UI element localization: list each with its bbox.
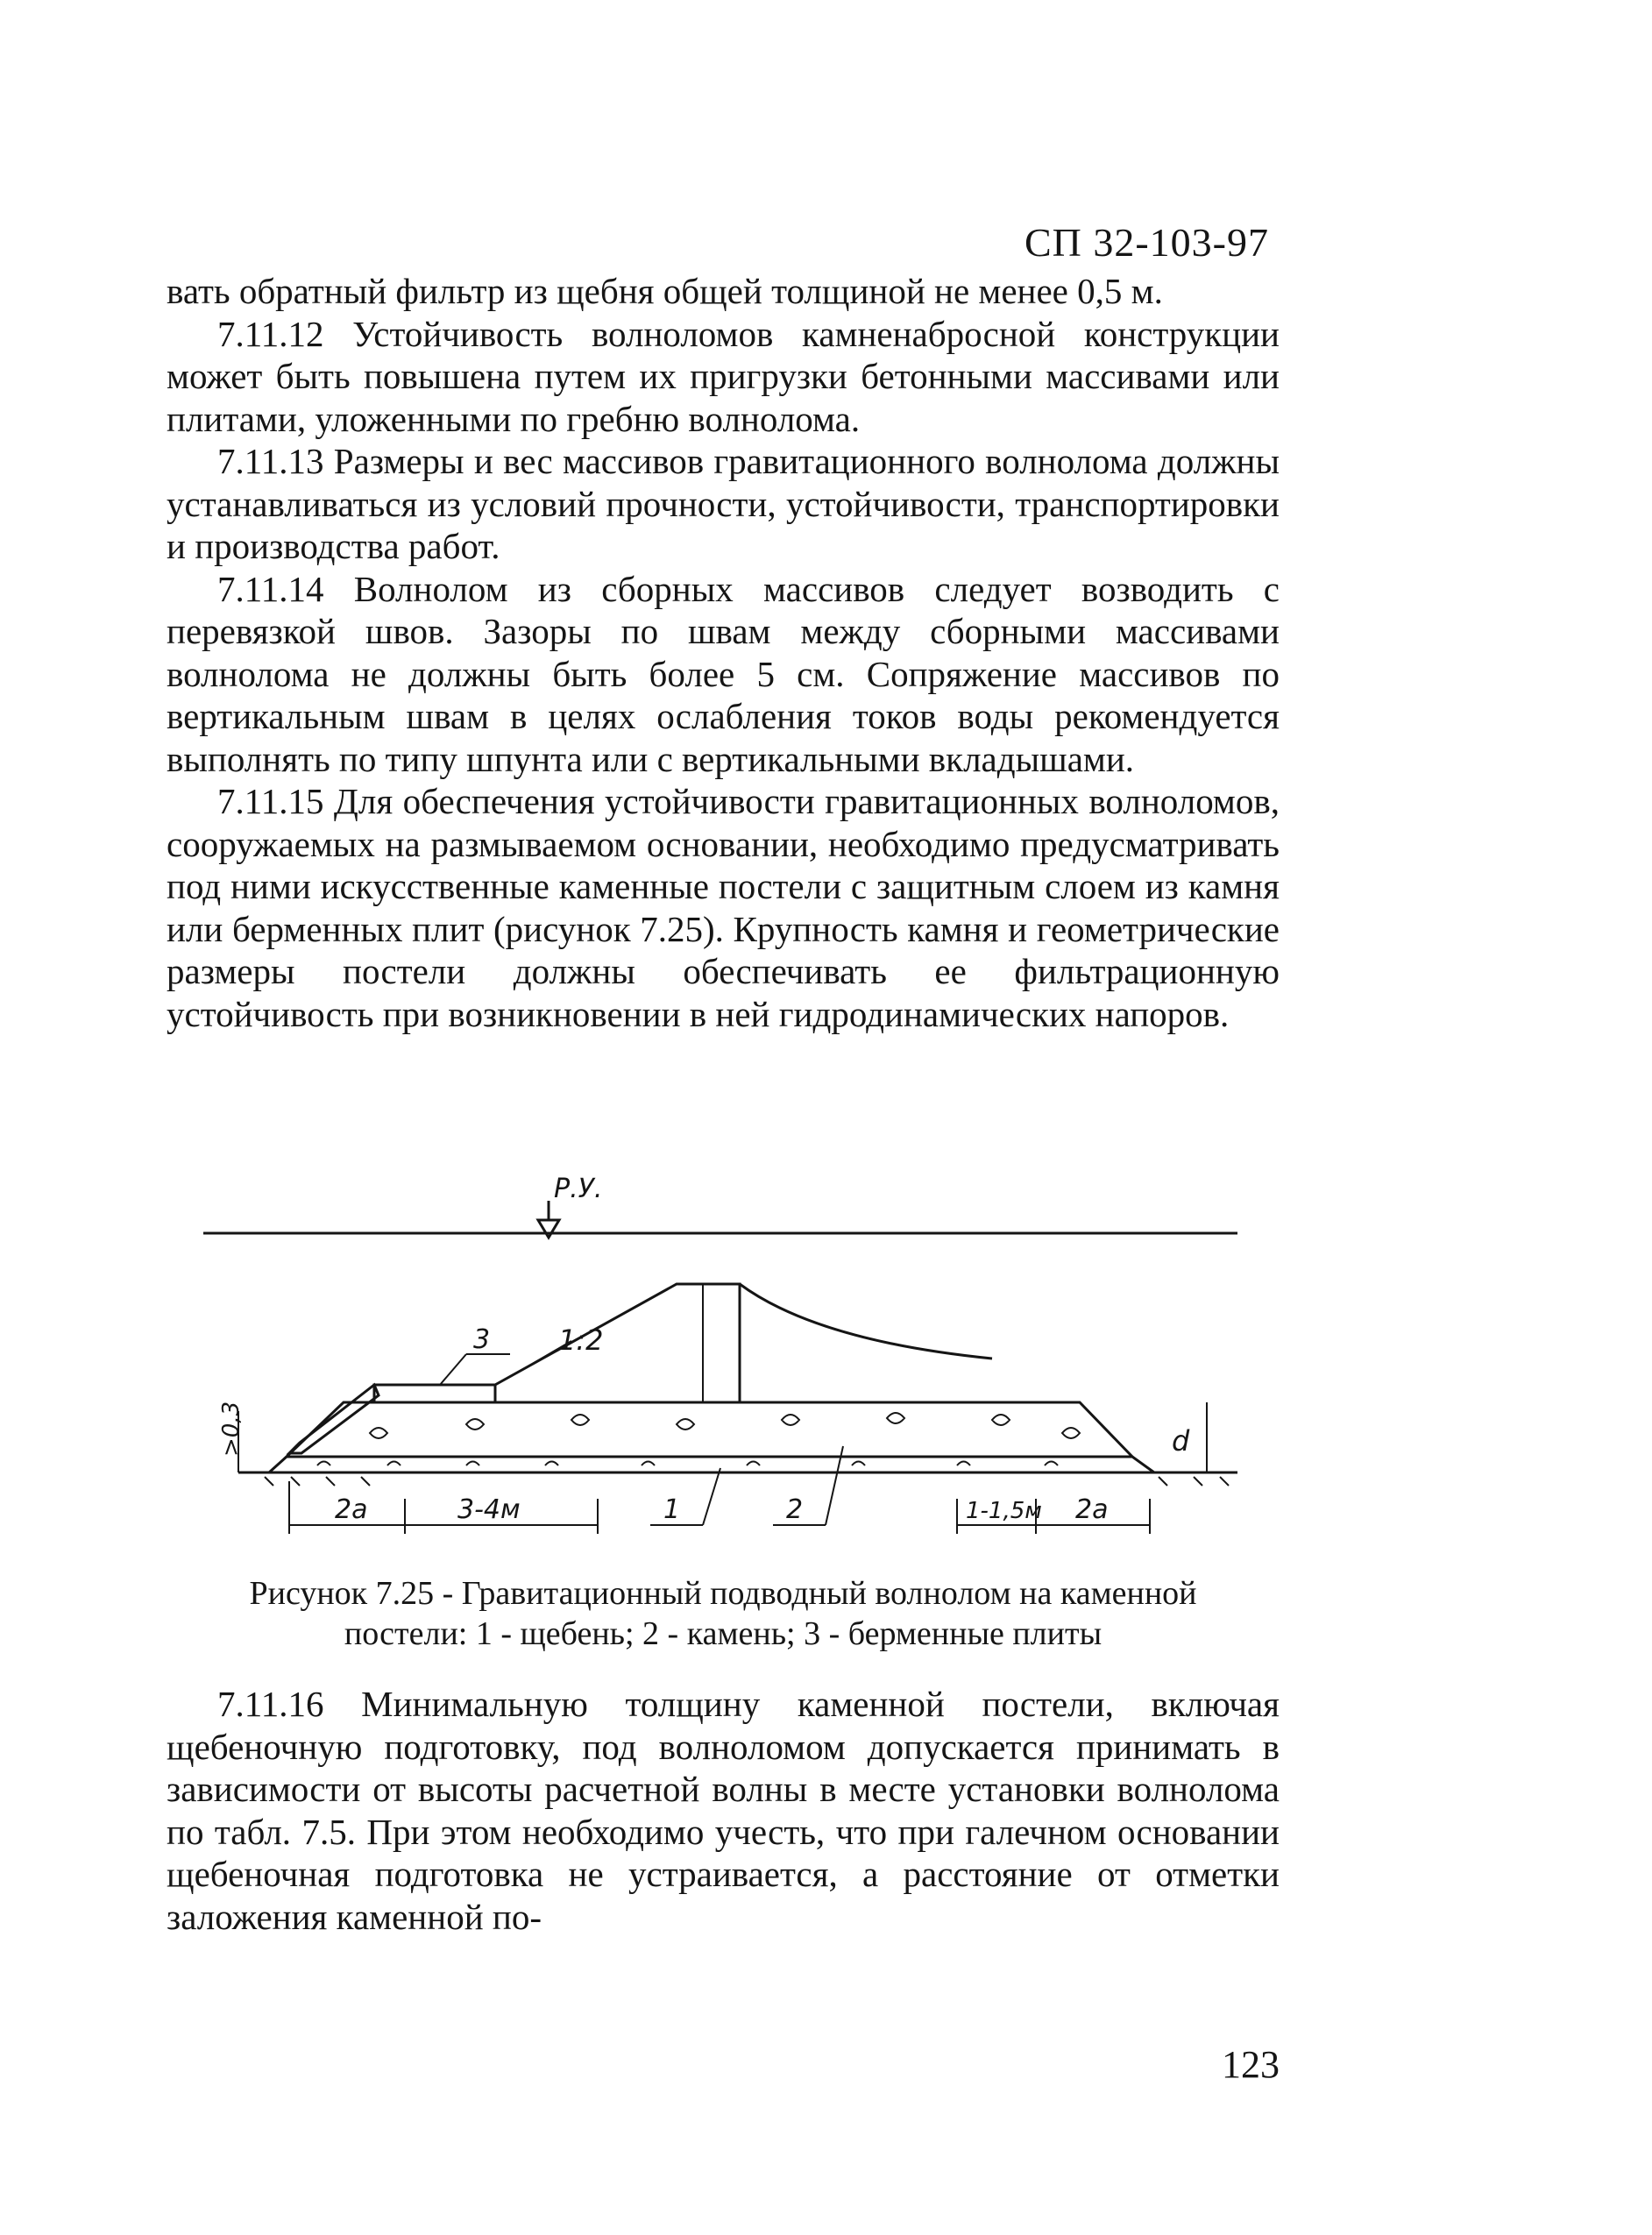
paragraph-7-11-14: 7.11.14 Волнолом из сборных массивов следует возводить с перевязкой швов. Зазоры по швам между сборными массивами волнолома не должны быть более 5 см. Сопряжение массивов по вертикальным швам в целях ослабления токов воды рекомендуется выполнять по типу шпунта или с вертикальными вкладышами.	[167, 568, 1280, 779]
berm-slab-top	[374, 1385, 495, 1402]
height-label: d	[1172, 1424, 1190, 1458]
dimension-2a-left: 2а	[335, 1494, 368, 1525]
dimension-3-4m: 3-4м	[457, 1494, 521, 1525]
caption-line-2: постели: 1 - щебень; 2 - камень; 3 - берменные плиты	[344, 1615, 1103, 1652]
paragraph-continuation: вать обратный фильтр из щебня общей толщиной не менее 0,5 м.	[167, 271, 1163, 311]
stone-texture	[370, 1413, 1080, 1438]
callout-3-leader	[440, 1354, 466, 1385]
page-number: 123	[1222, 2043, 1280, 2086]
callout-1-leader	[703, 1468, 720, 1525]
caption-line-1: Рисунок 7.25 - Гравитационный подводный волнолом на каменной	[249, 1575, 1197, 1612]
crushed-stone-layer	[269, 1457, 1154, 1472]
dimension-1-1-5m: 1-1,5м	[966, 1498, 1042, 1524]
water-level-marker-icon	[538, 1220, 559, 1238]
callout-3: 3	[473, 1324, 491, 1355]
figure-caption	[167, 1573, 1280, 1654]
figure-7-25-breakwater-drawing	[203, 1174, 1290, 1543]
text-block-top	[167, 270, 1280, 1035]
callout-2: 2	[786, 1494, 804, 1525]
document-code: СП 32-103-97	[1024, 220, 1269, 265]
thickness-label: >0,3	[218, 1401, 245, 1457]
paragraph-7-11-13: 7.11.13 Размеры и вес массивов гравитационного волнолома должны устанавливаться из условий прочности, устойчивости, транспортировки и производства работ.	[167, 441, 1280, 566]
seabed-hatching	[265, 1477, 1229, 1486]
dimension-2a-right: 2а	[1075, 1494, 1109, 1525]
callout-1: 1	[663, 1494, 681, 1525]
wave-shadow-curve	[740, 1284, 992, 1359]
breakwater-diagram	[203, 1174, 1290, 1543]
stone-bedding	[287, 1402, 1132, 1457]
paragraph-7-11-12: 7.11.12 Устойчивость волноломов камненабросной конструкции может быть повышена путем их пригрузки бетонными массивами или плитами, уложенными по гребню волнолома.	[167, 313, 1280, 439]
slope-label: 1:2	[558, 1323, 604, 1357]
text-block-bottom	[167, 1683, 1280, 1938]
crushed-stone-texture	[317, 1462, 1058, 1466]
paragraph-7-11-15: 7.11.15 Для обеспечения устойчивости гравитационных волноломов, сооружаемых на размываемом основании, необходимо предусматривать под ними искусственные каменные постели с защитным слоем из камня или берменных плит (рисунок 7.25). Крупность камня и геометрические размеры постели должны обеспечивать ее фильтрационную устойчивость при возникновении в ней гидродинамических напоров.	[167, 781, 1280, 1034]
water-level-label: Р.У.	[554, 1174, 603, 1204]
paragraph-7-11-16: 7.11.16 Минимальную толщину каменной постели, включая щебеночную подготовку, под волноломом допускается принимать в зависимости от высоты расчетной волны в месте установки волнолома по табл. 7.5. При этом необходимо учесть, что при галечном основании щебеночная подготовка не устраивается, а расстояние от отметки заложения каменной по-	[167, 1684, 1280, 1937]
